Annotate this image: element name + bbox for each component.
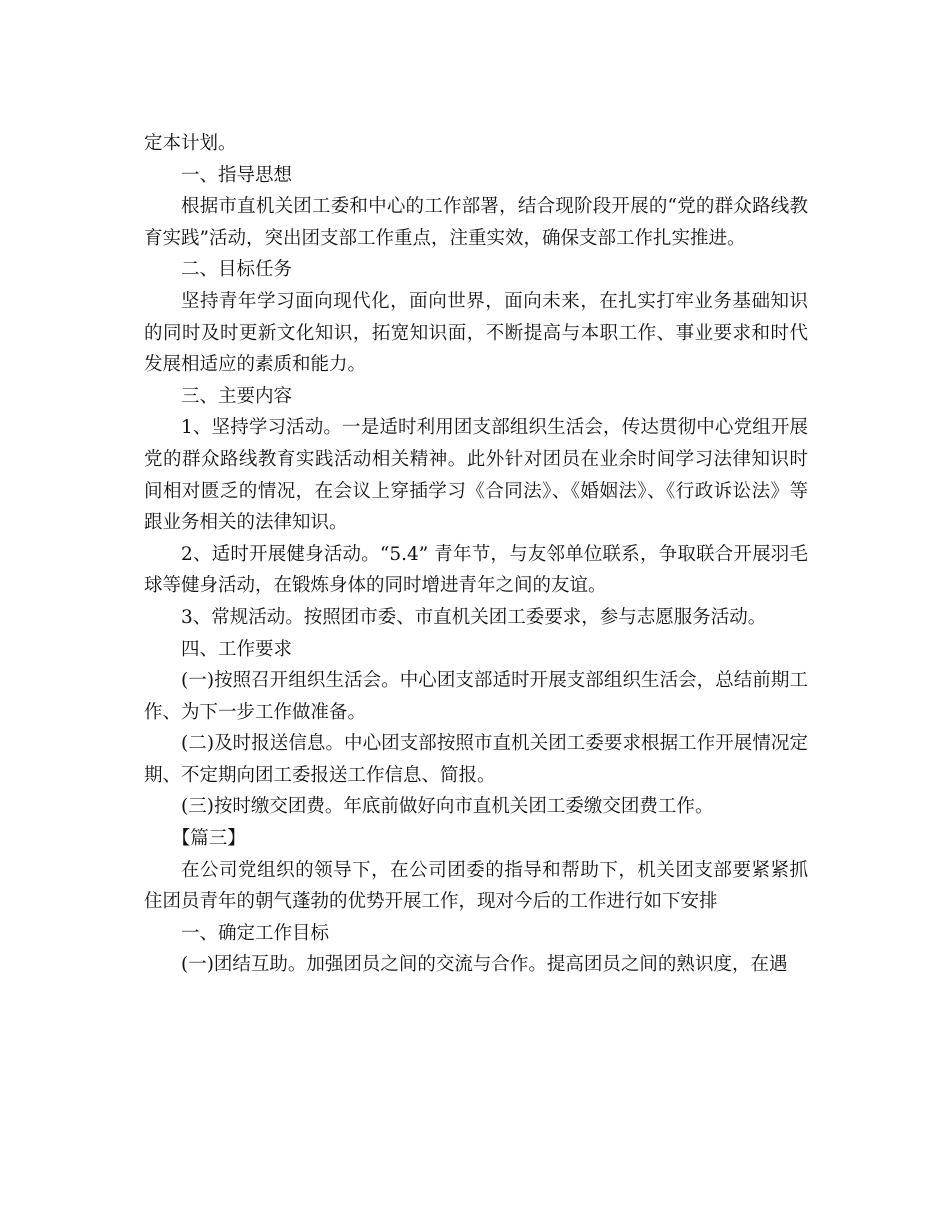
- section-heading-work-requirements: 四、工作要求: [181, 638, 293, 660]
- document-body: [144, 128, 808, 981]
- paragraph: 根据市直机关团工委和中心的工作部署，结合现阶段开展的“党的群众路线教育实践”活动，突出团支部工作重点，注重实效，确保支部工作扎实推进。: [144, 196, 808, 249]
- section-heading-main-content: 三、主要内容: [181, 385, 293, 407]
- paragraph: (三)按时缴交团费。年底前做好向市直机关团工委缴交团费工作。: [181, 796, 714, 818]
- section-heading-goals: 二、目标任务: [181, 259, 293, 281]
- paragraph: 3、常规活动。按照团市委、市直机关团工委要求，参与志愿服务活动。: [181, 606, 767, 628]
- section-heading-work-goals: 一、确定工作目标: [181, 922, 330, 944]
- paragraph: 1、坚持学习活动。一是适时利用团支部组织生活会，传达贯彻中心党组开展党的群众路线教育实践活动相关精神。此外针对团员在业余时间学习法律知识时间相对匮乏的情况，在会议上穿插学习《合同法》、《婚姻法》、《行政诉讼法》等跟业务相关的法律知识。: [144, 417, 808, 534]
- paragraph: 2、适时开展健身活动。“5.4” 青年节，与友邻单位联系，争取联合开展羽毛球等健身活动，在锻炼身体的同时增进青年之间的友谊。: [144, 543, 808, 597]
- paragraph: (一)按照召开组织生活会。中心团支部适时开展支部组织生活会，总结前期工作、为下一步工作做准备。: [144, 670, 808, 723]
- paragraph: 坚持青年学习面向现代化，面向世界，面向未来，在扎实打牢业务基础知识的同时及时更新文化知识，拓宽知识面，不断提高与本职工作、事业要求和时代发展相适应的素质和能力。: [144, 290, 808, 376]
- chapter-marker: 【篇三】: [171, 828, 246, 850]
- paragraph: 在公司党组织的领导下，在公司团委的指导和帮助下，机关团支部要紧紧抓住团员青年的朝气蓬勃的优势开展工作，现对今后的工作进行如下安排: [144, 859, 808, 913]
- paragraph-continuation: 定本计划。: [144, 133, 237, 154]
- section-heading-guiding-thought: 一、指导思想: [181, 164, 293, 186]
- paragraph: (二)及时报送信息。中心团支部按照市直机关团工委要求根据工作开展情况定期、不定期向团工委报送工作信息、简报。: [144, 733, 808, 786]
- paragraph: (一)团结互助。加强团员之间的交流与合作。提高团员之间的熟识度，在遇: [181, 954, 788, 976]
